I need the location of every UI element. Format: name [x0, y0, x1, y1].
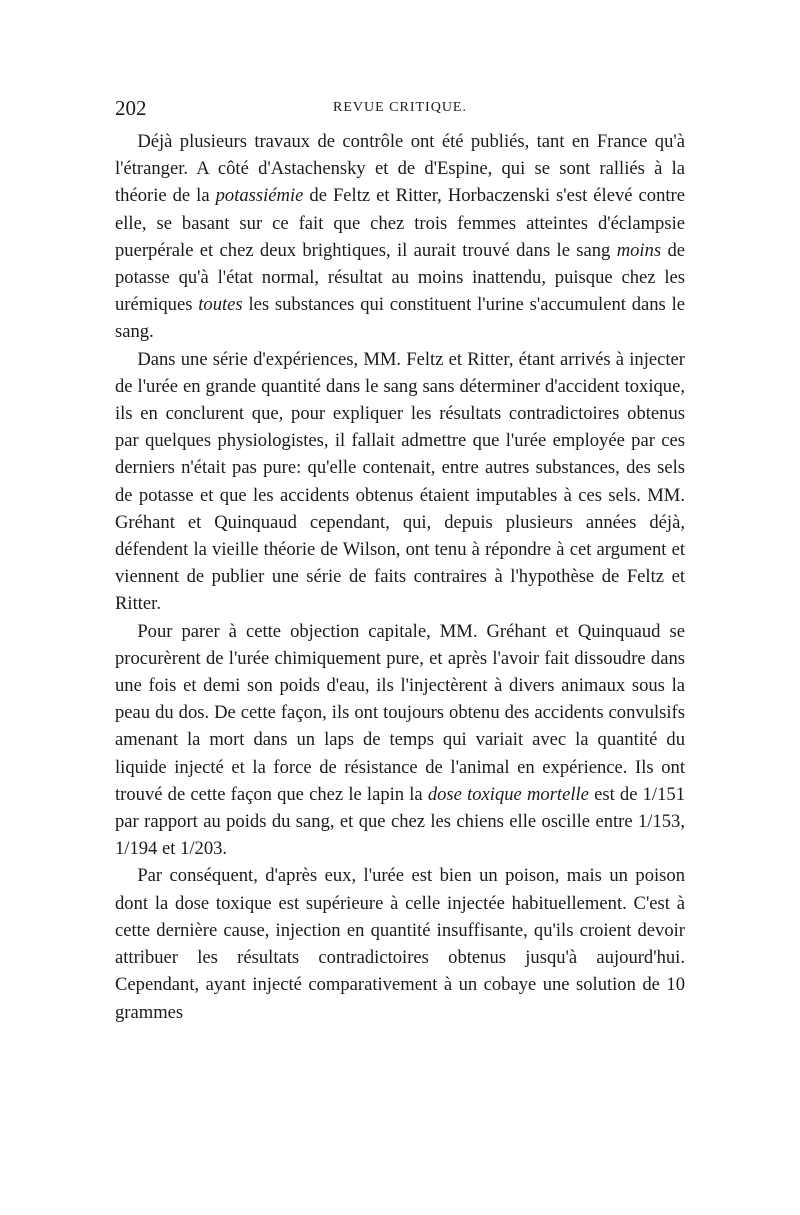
italic-text: potassiémie — [215, 185, 304, 207]
text-run: est de 1/151 par rapport au poids du sang, et que chez les chiens elle oscille entre 1/153, 1/194 et 1/203. — [115, 783, 685, 860]
text-run: Dans une série d'expériences, MM. Feltz et Ritter, étant arrivés à injecter de l'urée en grande quantité dans le sang sans déterminer d'accident toxique, ils en conclurent que, pour expliquer les résultats contradictoires obtenus par quelques physiologistes, il fallait admettre que l'urée employée par ces derniers n'était pas pure: qu'elle contenait, entre autres substances, des sels de potasse et que les accidents obtenus étaient imputables à ces sels. MM. Gréhant et Quinquaud cependant, qui, depuis plusieurs années déjà, défendent la vieille théorie de Wilson, ont tenu à répondre à cet argument et viennent de publier une série de faits contraires à l'hypothèse de Feltz et Ritter. — [115, 348, 685, 615]
paragraph — [115, 862, 685, 1025]
text-run: de potasse qu'à l'état normal, résultat au moins inattendu, puisque chez les urémiques — [115, 239, 685, 316]
text-run: Par conséquent, d'après eux, l'urée est bien un poison, mais un poison dont la dose toxique est supérieure à celle injectée habituellement. C'est à cette dernière cause, injection en quantité insuffisante, qu'ils croient devoir attribuer les résultats contradictoires obtenus jusqu'à aujourd'hui. Cependant, ayant injecté comparativement à un cobaye une solution de 10 grammes — [115, 865, 685, 1023]
italic-text: moins — [616, 239, 662, 261]
italic-text: toutes — [198, 294, 243, 316]
text-run: Déjà plusieurs travaux de contrôle ont été publiés, tant en France qu'à l'étranger. A côté d'Astachensky et de d'Espine, qui se sont ralliés à la théorie de la — [115, 131, 685, 207]
page-header — [115, 96, 685, 126]
text-run: Pour parer à cette objection capitale, MM. Gréhant et Quinquaud se procurèrent de l'urée chimiquement pure, et après l'avoir fait dissoudre dans une fois et demi son poids d'eau, ils l'injectèrent à divers animaux sous la peau du dos. De cette façon, ils ont toujours obtenu des accidents convulsifs amenant la mort dans un laps de temps qui variait avec la quantité du liquide injecté et la force de résistance de l'animal en expérience. Ils ont trouvé de cette façon que chez le lapin la — [115, 620, 685, 805]
paragraph — [115, 346, 685, 618]
text-run: de Feltz et Ritter, Horbaczenski s'est élevé contre elle, se basant sur ce fait que chez trois femmes atteintes d'éclampsie puerpérale et chez deux brightiques, il aurait trouvé dans le sang — [115, 185, 685, 261]
italic-text: dose toxique mortelle — [427, 783, 589, 805]
paragraph — [115, 618, 685, 863]
body-text — [115, 128, 685, 1026]
page-number: 202 — [115, 96, 147, 120]
text-run: les substances qui constituent l'urine s'accumulent dans le sang. — [115, 294, 685, 343]
paragraph — [115, 128, 685, 346]
running-head: REVUE CRITIQUE. — [333, 100, 467, 115]
